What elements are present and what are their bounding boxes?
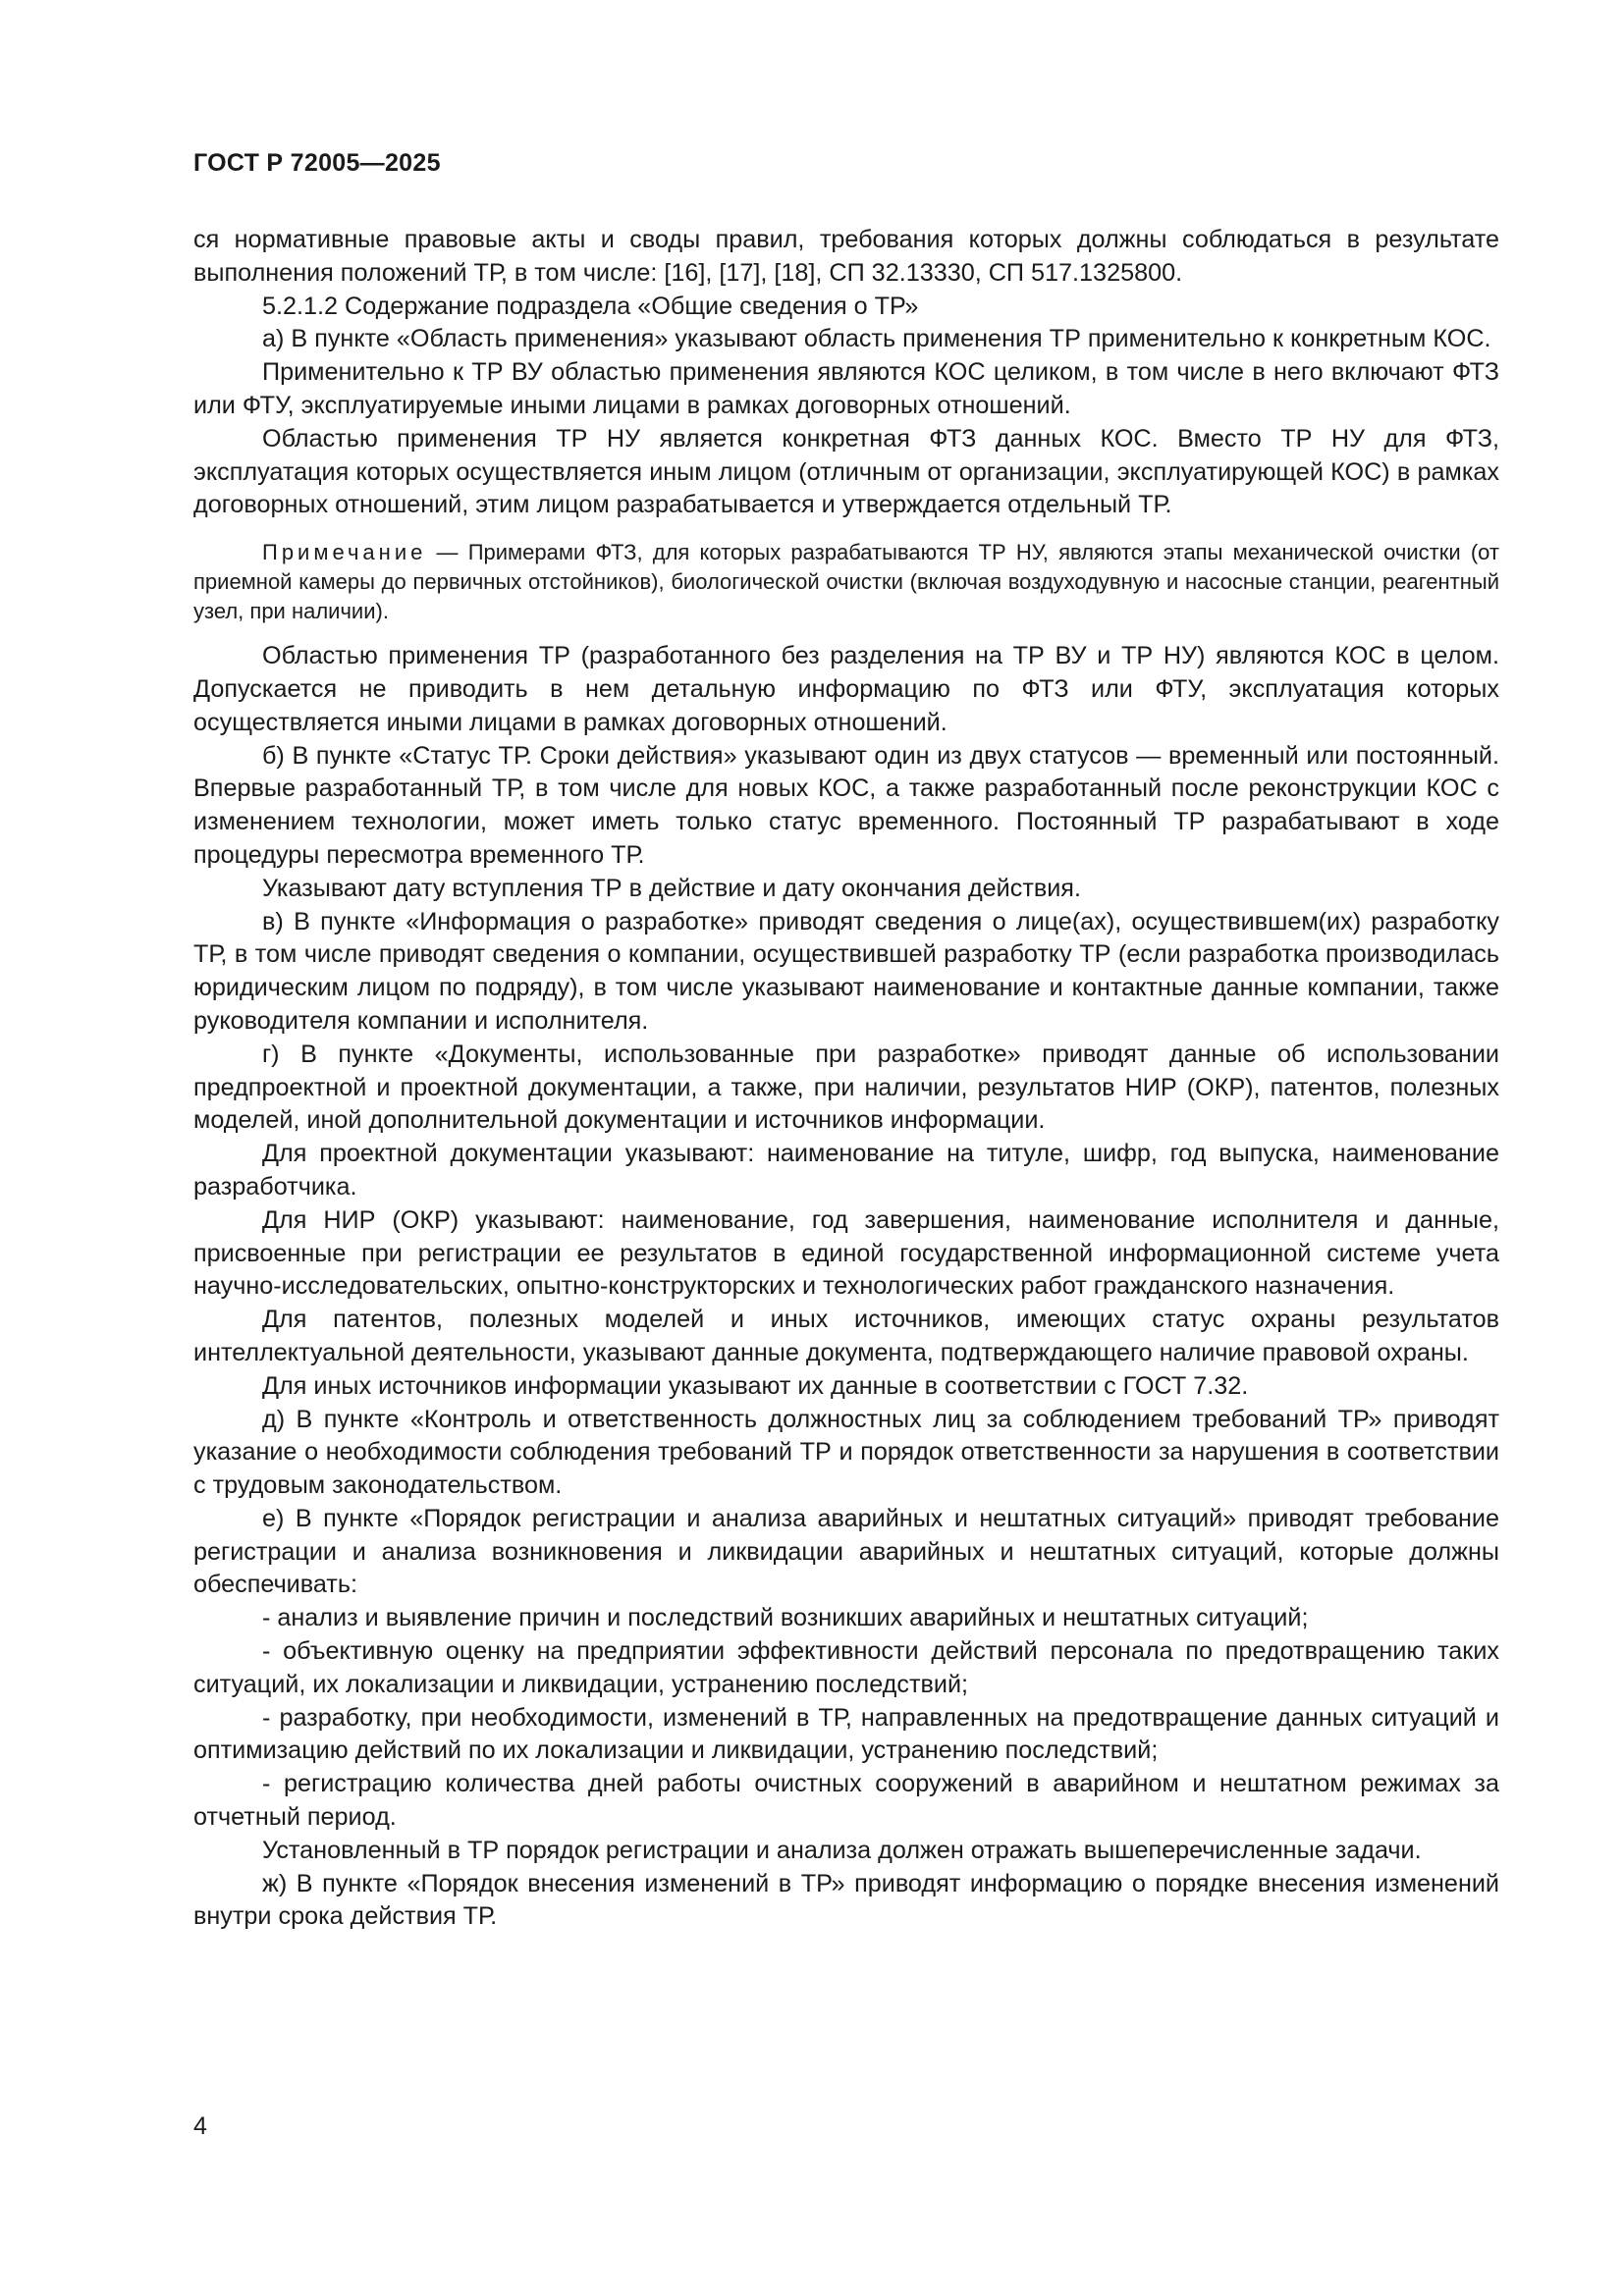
paragraph-item-zh: ж) В пункте «Порядок внесения изменений в ТР» приводят информацию о порядке внесения изменений внутри срока действия ТР. — [193, 1869, 1499, 1931]
page-header-standard-id: ГОСТ Р 72005—2025 — [193, 149, 441, 177]
paragraph: Для иных источников информации указывают их данные в соответствии с ГОСТ 7.32. — [262, 1371, 1249, 1400]
list-item: - разработку, при необходимости, изменений в ТР, направленных на предотвращение данных ситуаций и оптимизацию действий по их локализации и ликвидации, устранению последствий; — [193, 1703, 1499, 1765]
paragraph: Для НИР (ОКР) указывают: наименование, год завершения, наименование исполнителя и данные, присвоенные при регистрации ее результатов в единой государственной информационной системе учета научно-исследовательских, опытно-конструкторских и технологических работ гражданского назначения. — [193, 1205, 1499, 1301]
paragraph: Областью применения ТР НУ является конкретная ФТЗ данных КОС. Вместо ТР НУ для ФТЗ, эксплуатация которых осуществляется иным лицом (отличным от организации, эксплуатирующей КОС) в рамках договорных отношений, этим лицом разрабатывается и утверждается отдельный ТР. — [193, 424, 1499, 519]
paragraph: Указывают дату вступления ТР в действие и дату окончания действия. — [262, 874, 1081, 902]
note-block — [193, 538, 1499, 626]
paragraph-item-g: г) В пункте «Документы, использованные при разработке» приводят данные об использовании предпроектной и проектной документации, а также, при наличии, результатов НИР (ОКР), патентов, полезных моделей, иной дополнительной документации и источников информации. — [193, 1040, 1499, 1135]
paragraph: Для проектной документации указывают: наименование на титуле, шифр, год выпуска, наименование разработчика. — [193, 1140, 1499, 1201]
document-body — [193, 224, 1499, 1934]
list-item: - объективную оценку на предприятии эффективности действий персонала по предотвращению таких ситуаций, их локализации и ликвидации, устранению последствий; — [193, 1637, 1499, 1698]
paragraph: Установленный в ТР порядок регистрации и анализа должен отражать вышеперечисленные задачи. — [262, 1836, 1422, 1864]
paragraph-item-e: е) В пункте «Порядок регистрации и анализа аварийных и нештатных ситуаций» приводят требование регистрации и анализа возникновения и ликвидации аварийных и нештатных ситуаций, которые должны обеспечивать: — [193, 1504, 1499, 1599]
paragraph-item-b: б) В пункте «Статус ТР. Сроки действия» указывают один из двух статусов — временный или постоянный. Впервые разработанный ТР, в том числе для новых КОС, а также разработанный после реконструкции КОС с изменением технологии, может иметь только статус временного. Постоянный ТР разрабатывают в ходе процедуры пересмотра временного ТР. — [193, 741, 1499, 869]
note-label: Примечание — [262, 540, 427, 565]
paragraph: Областью применения ТР (разработанного без разделения на ТР ВУ и ТР НУ) являются КОС в целом. Допускается не приводить в нем детальную информацию по ФТЗ или ФТУ, эксплуатация которых осуществляется иными лицами в рамках договорных отношений. — [193, 642, 1499, 736]
paragraph: Для патентов, полезных моделей и иных источников, имеющих статус охраны результатов интеллектуальной деятельности, указывают данные документа, подтверждающего наличие правовой охраны. — [193, 1306, 1499, 1366]
paragraph-item-v: в) В пункте «Информация о разработке» приводят сведения о лице(ах), осуществившем(их) разработку ТР, в том числе приводят сведения о компании, осуществившей разработку ТР (если разработка производилась юридическим лицом по подряду), в том числе указывают наименование и контактные данные компании, также руководителя компании и исполнителя. — [193, 907, 1499, 1035]
paragraph-item-a: а) В пункте «Область применения» указывают область применения ТР применительно к конкретным КОС. — [262, 325, 1491, 353]
page-number: 4 — [193, 2112, 207, 2140]
paragraph-continuation: ся нормативные правовые акты и своды правил, требования которых должны соблюдаться в результате выполнения положений ТР, в том числе: [16], [17], [18], СП 32.13330, СП 517.1325800. — [193, 226, 1499, 287]
list-item: - анализ и выявление причин и последствий возникших аварийных и нештатных ситуаций; — [262, 1604, 1309, 1632]
list-item: - регистрацию количества дней работы очистных сооружений в аварийном и нештатном режимах за отчетный период. — [193, 1770, 1499, 1832]
paragraph-section-heading: 5.2.1.2 Содержание подраздела «Общие сведения о ТР» — [262, 292, 919, 320]
note-text: — Примерами ФТЗ, для которых разрабатываются ТР НУ, являются этапы механической очистки (от приемной камеры до первичных отстойников), биологической очистки (включая воздуходувную и насосные станции, реагентный узел, при наличии). — [193, 540, 1499, 624]
paragraph: Применительно к ТР ВУ областью применения являются КОС целиком, в том числе в него включают ФТЗ или ФТУ, эксплуатируемые иными лицами в рамках договорных отношений. — [193, 358, 1499, 419]
paragraph-item-d: д) В пункте «Контроль и ответственность должностных лиц за соблюдением требований ТР» приводят указание о необходимости соблюдения требований ТР и порядок ответственности за нарушения в соответствии с трудовым законодательством. — [193, 1405, 1499, 1500]
